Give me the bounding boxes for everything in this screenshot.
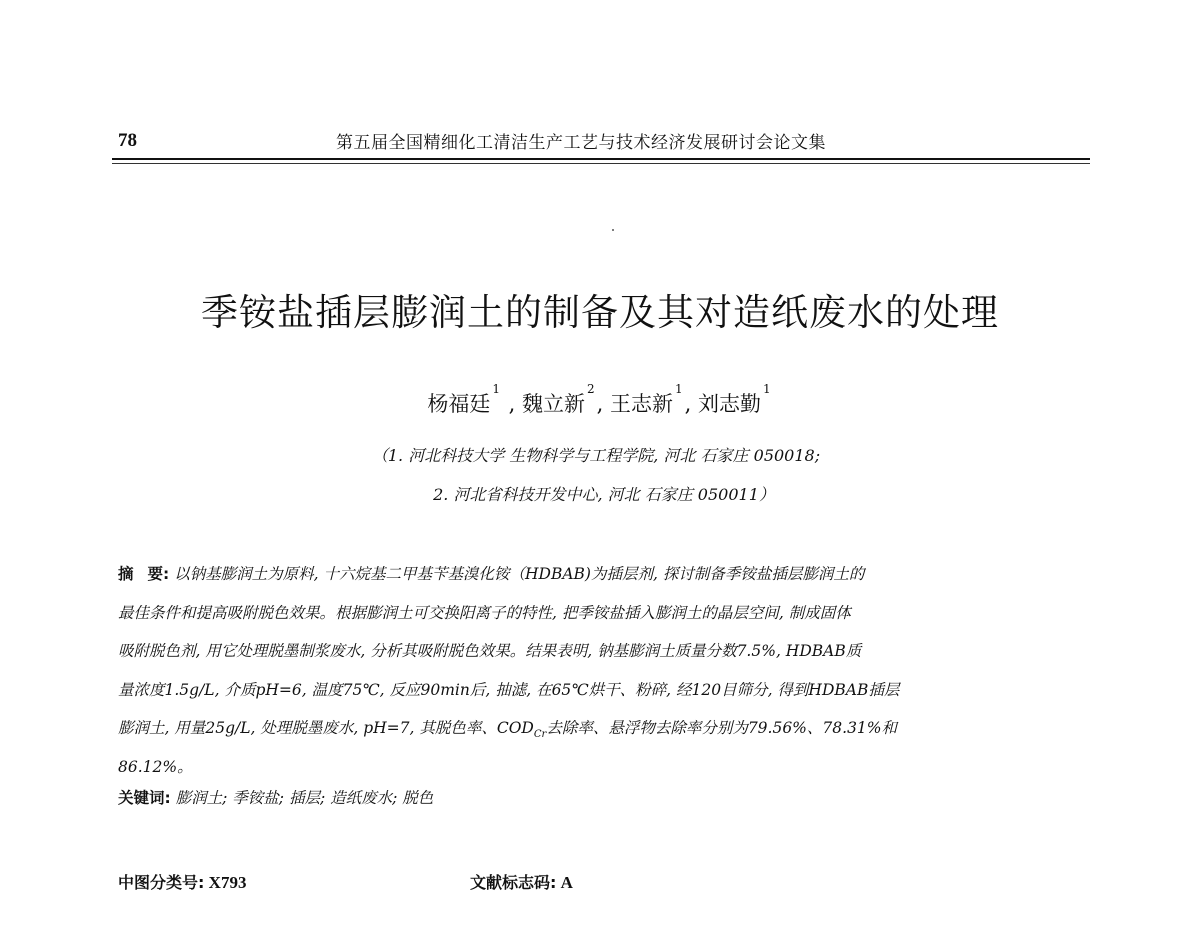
abstract-line: 86.12%。 — [118, 757, 193, 776]
abstract-line: 最佳条件和提高吸附脱色效果。根据膨润土可交换阳离子的特性, 把季铵盐插入膨润土的晶层空间, 制成固体 — [118, 603, 851, 622]
document-code-value: A — [556, 873, 573, 892]
header-rule-thick — [112, 158, 1090, 160]
scan-speck — [612, 229, 614, 231]
keywords-value: 膨润土; 季铵盐; 插层; 造纸废水; 脱色 — [170, 789, 434, 807]
author-name: 杨福廷 — [427, 392, 491, 416]
author-separator: , — [501, 392, 523, 416]
author-affil-mark: 1 — [675, 382, 683, 396]
abstract-line — [118, 555, 1090, 594]
abstract-label-char: 要 — [147, 565, 164, 583]
running-header — [118, 124, 1090, 156]
document-code-colon: : — [550, 873, 557, 892]
classification-colon: : — [198, 873, 205, 892]
author-separator: , — [596, 392, 611, 416]
author-name: 王志新 — [610, 392, 674, 416]
document-code — [470, 870, 573, 893]
affiliation-line-1: （1. 河北科技大学 生物科学与工程学院, 河北 石家庄 050018; — [371, 446, 821, 465]
abstract-label — [118, 565, 169, 583]
abstract-text: 去除率、悬浮物去除率分别为79.56%、78.31%和 — [546, 719, 898, 737]
abstract-label-colon: : — [163, 565, 170, 583]
keywords-colon: : — [164, 789, 171, 807]
abstract-text: 膨润土, 用量25g/L, 处理脱墨废水, pH=7, 其脱色率、COD — [118, 719, 534, 737]
journal-title: 第五届全国精细化工清洁生产工艺与技术经济发展研讨会论文集 — [336, 133, 826, 153]
paper-title: 季铵盐插层膨润土的制备及其对造纸废水的处理 — [201, 291, 999, 334]
keywords — [118, 786, 433, 808]
document-code-label: 文献标志码 — [470, 873, 551, 892]
author-list — [0, 382, 1200, 418]
author-separator: , — [684, 392, 699, 416]
author-affil-mark: 1 — [763, 382, 771, 396]
abstract-line — [118, 709, 1090, 748]
author-affil-mark: 2 — [587, 382, 595, 396]
classification-label: 中图分类号 — [118, 873, 199, 892]
abstract-line: 吸附脱色剂, 用它处理脱墨制浆废水, 分析其吸附脱色效果。结果表明, 钠基膨润土质量分数7.5%, HDBAB质 — [118, 642, 862, 660]
keywords-label: 关键词 — [118, 789, 165, 807]
author-name: 刘志勤 — [698, 392, 762, 416]
page-number: 78 — [118, 130, 137, 151]
subscript-cr: Cr — [533, 729, 547, 741]
abstract-line: 量浓度1.5g/L, 介质pH=6, 温度75℃, 反应90min后, 抽滤, 在65℃烘干、粉碎, 经120目筛分, 得到HDBAB插层 — [118, 680, 900, 699]
affiliation-line-2: 2. 河北省科技开发中心, 河北 石家庄 050011） — [433, 485, 775, 504]
author-name: 魏立新 — [522, 392, 586, 416]
author-affil-mark: 1 — [492, 382, 500, 396]
classification-number — [118, 870, 246, 893]
classification-value: X793 — [204, 873, 247, 892]
abstract-label-char: 摘 — [118, 565, 134, 583]
abstract-text: 以钠基膨润土为原料, 十六烷基二甲基苄基溴化铵（HDBAB)为插层剂, 探讨制备季铵盐插层膨润土的 — [169, 565, 865, 583]
abstract — [118, 555, 1090, 786]
header-rule-thin — [112, 163, 1090, 164]
